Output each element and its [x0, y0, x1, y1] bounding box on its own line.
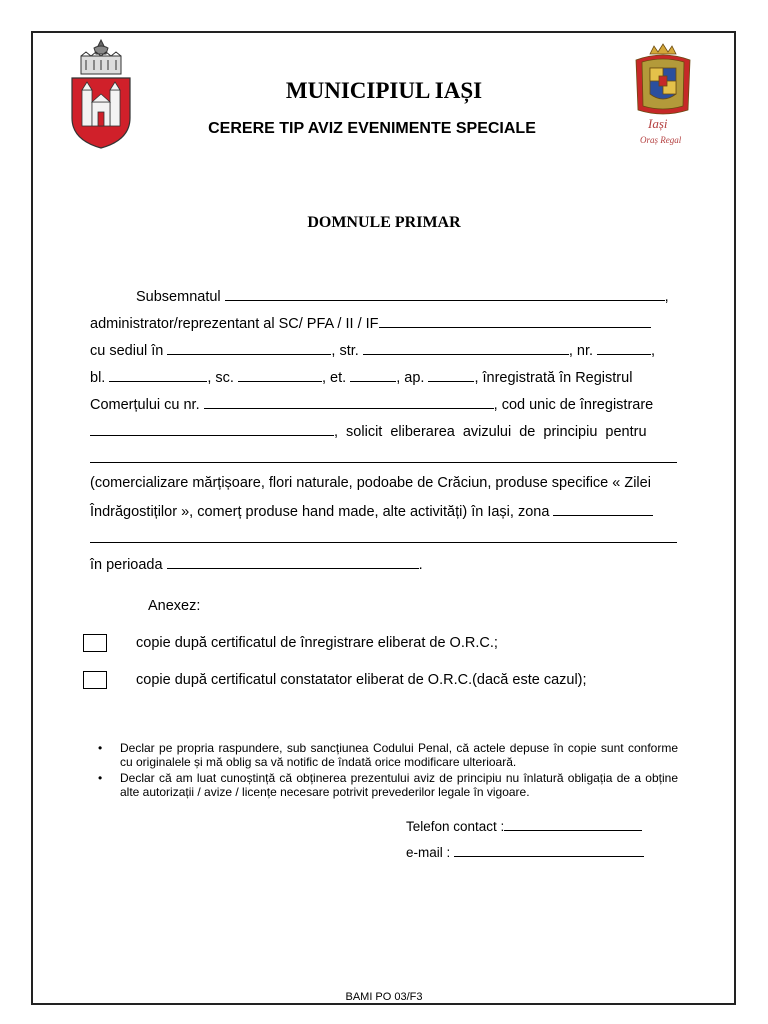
form-line-3	[90, 340, 677, 360]
activity-field-line[interactable]	[90, 462, 677, 463]
right-logo-text-oras-regal: Oraș Regal	[640, 135, 682, 145]
form-line-5	[90, 394, 677, 414]
street-field[interactable]	[363, 340, 569, 355]
zone-field[interactable]	[553, 501, 653, 516]
phone-row	[406, 818, 642, 834]
phone-field[interactable]	[504, 818, 642, 831]
label-registru: , înregistrată în Registrul	[474, 370, 633, 386]
label-sc: , sc.	[207, 370, 234, 386]
apartment-field[interactable]	[428, 367, 474, 382]
stair-field[interactable]	[238, 367, 322, 382]
email-field[interactable]	[454, 844, 644, 857]
label-subsemnatul: Subsemnatul	[136, 289, 221, 305]
annex-item-2: copie după certificatul constatator eliberat de O.R.C.(dacă este cazul);	[136, 672, 587, 688]
footer-code: BAMI PO 03/F3	[345, 991, 423, 1003]
zone-field-line[interactable]	[90, 542, 677, 543]
form-line-1	[90, 286, 677, 306]
declaration-text-1: Declar pe propria raspundere, sub sancțiunea Codului Penal, că actele depuse în copie sunt conforme cu originalele și mă oblig sa vă notific de îndată orice modificare ulterioară.	[120, 741, 678, 769]
bullet-icon: •	[98, 771, 103, 785]
block-field[interactable]	[109, 367, 207, 382]
page-title: MUNICIPIUL IAȘI	[285, 78, 483, 103]
label-et: , et.	[321, 370, 347, 386]
label-ap: , ap.	[396, 370, 425, 386]
label-administrator: administrator/reprezentant al SC/ PFA / II / IF	[90, 316, 379, 332]
registry-number-field[interactable]	[204, 394, 494, 409]
label-cui: , cod unic de înregistrare	[493, 397, 654, 413]
annex-checkbox-1[interactable]	[83, 634, 107, 652]
company-field[interactable]	[379, 313, 651, 328]
name-field[interactable]	[225, 286, 665, 301]
declaration-text-2: Declar că am luat cunoștință că obținerea prezentului aviz de principiu nu înlatură obligația de a obține alte autorizații / avize / licențe necesare potrivit prevederilor legale în vigoare.	[120, 771, 678, 799]
form-line-4	[90, 367, 677, 387]
right-logo-text-iasi: Iași	[648, 116, 668, 131]
email-label: e-mail :	[406, 845, 451, 860]
label-zona: Îndrăgostiților », comerț produse hand made, alte activități) în Iași, zona	[90, 504, 550, 520]
annex-label: Anexez:	[148, 598, 201, 614]
declaration-2	[98, 771, 678, 799]
form-subtitle: CERERE TIP AVIZ EVENIMENTE SPECIALE	[208, 120, 536, 137]
number-field[interactable]	[597, 340, 651, 355]
label-comert-nr: Comerțului cu nr.	[90, 397, 200, 413]
bullet-icon: •	[98, 741, 103, 755]
phone-label: Telefon contact :	[406, 819, 505, 834]
label-perioada: în perioada	[90, 557, 163, 573]
form-line-9	[90, 554, 677, 574]
label-nr: , nr.	[568, 343, 594, 359]
declaration-1	[98, 741, 678, 769]
city-field[interactable]	[167, 340, 331, 355]
unique-code-field[interactable]	[90, 421, 334, 436]
form-line-2	[90, 313, 677, 333]
email-row	[406, 844, 644, 860]
annex-checkbox-2[interactable]	[83, 671, 107, 689]
form-line-7: (comercializare mărțișoare, flori naturale, podoabe de Crăciun, produse specifice « Zilei	[90, 475, 651, 491]
label-sediu: cu sediul în	[90, 343, 164, 359]
floor-field[interactable]	[350, 367, 396, 382]
form-line-6	[90, 421, 677, 441]
annex-item-1: copie după certificatul de înregistrare eliberat de O.R.C.;	[136, 635, 498, 651]
period-field[interactable]	[167, 554, 419, 569]
punct: ,	[651, 343, 656, 359]
label-str: , str.	[331, 343, 359, 359]
form-line-8	[90, 501, 677, 521]
punct: ,	[664, 289, 669, 305]
punct: .	[418, 557, 423, 573]
greeting: DOMNULE PRIMAR	[307, 214, 461, 231]
label-solicit: , solicit eliberarea avizului de principiu pentru	[334, 424, 647, 440]
label-bl: bl.	[90, 370, 106, 386]
